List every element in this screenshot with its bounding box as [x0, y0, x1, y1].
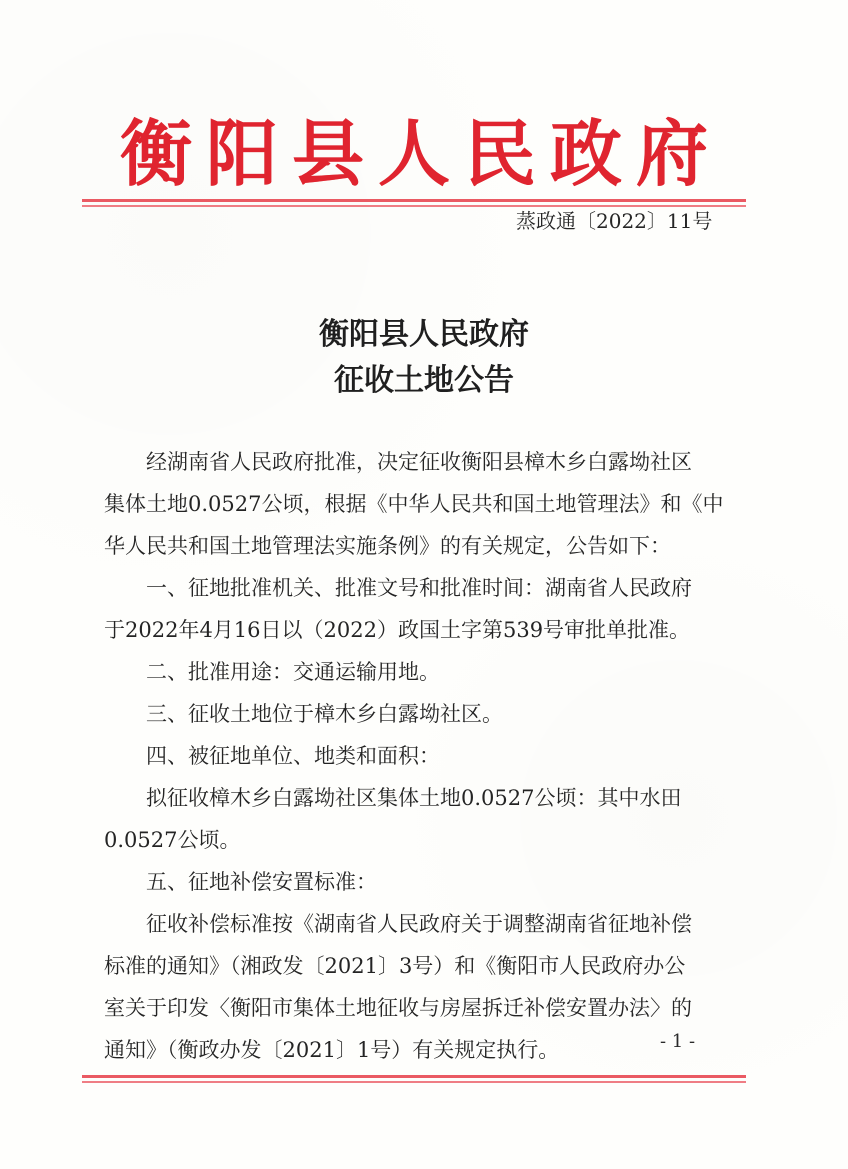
notice-title-line-2: 征收土地公告	[334, 363, 514, 398]
body-line-15: 通知》（衡政办发〔2021〕1号）有关规定执行。	[104, 1038, 560, 1062]
body-line-5: 于2022年4月16日以（2022）政国土字第539号审批单批准。	[104, 618, 691, 642]
document-number: 蒸政通〔2022〕11号	[516, 209, 713, 233]
body-line-7: 三、征收土地位于樟木乡白露坳社区。	[146, 702, 503, 726]
header-divider-thick-line	[82, 199, 746, 202]
body-line-2: 集体土地0.0527公顷，根据《中华人民共和国土地管理法》和《中	[104, 492, 724, 516]
body-line-10: 0.0527公顷。	[104, 828, 241, 852]
body-line-13: 标准的通知》（湘政发〔2021〕3号）和《衡阳市人民政府办公	[104, 954, 686, 978]
body-line-1: 经湖南省人民政府批准，决定征收衡阳县樟木乡白露坳社区	[146, 450, 692, 474]
footer-divider-thin-line	[82, 1081, 746, 1083]
government-header-title: 衡阳县人民政府	[120, 111, 723, 196]
body-line-3: 华人民共和国土地管理法实施条例》的有关规定，公告如下：	[104, 534, 671, 558]
body-line-11: 五、征地补偿安置标准：	[146, 870, 377, 894]
body-line-6: 二、批准用途：交通运输用地。	[146, 660, 440, 684]
body-line-9: 拟征收樟木乡白露坳社区集体土地0.0527公顷：其中水田	[146, 786, 682, 810]
body-line-4: 一、征地批准机关、批准文号和批准时间：湖南省人民政府	[146, 576, 692, 600]
page-number: - 1 -	[660, 1031, 696, 1052]
body-line-8: 四、被征地单位、地类和面积：	[146, 744, 440, 768]
footer-divider-thick-line	[82, 1075, 746, 1078]
body-line-14: 室关于印发〈衡阳市集体土地征收与房屋拆迁补偿安置办法〉的	[104, 996, 692, 1020]
footer-divider	[82, 1075, 746, 1083]
body-line-12: 征收补偿标准按《湖南省人民政府关于调整湖南省征地补偿	[146, 912, 692, 936]
notice-title-line-1: 衡阳县人民政府	[319, 317, 529, 352]
